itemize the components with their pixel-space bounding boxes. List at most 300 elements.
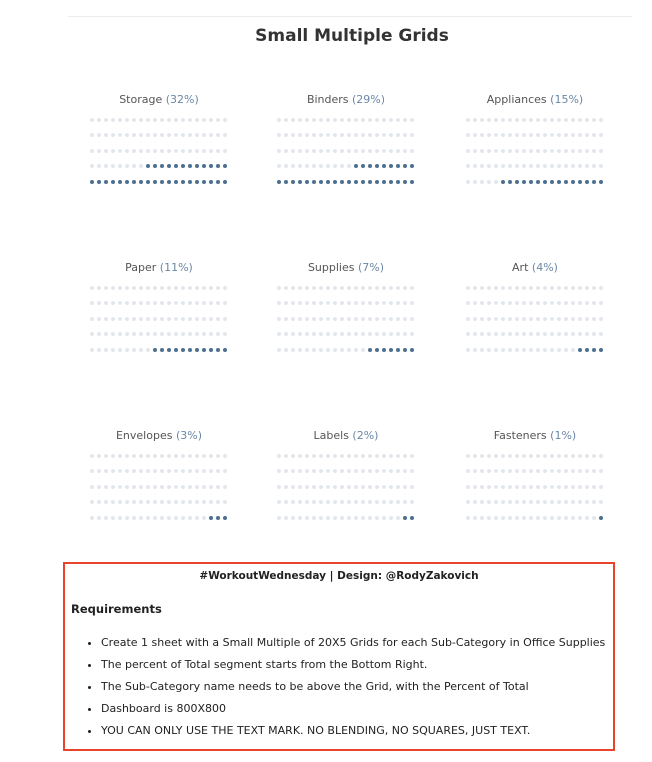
empty-dot [569,311,576,327]
empty-dot [464,159,471,175]
empty-dot [310,128,317,144]
empty-dot [186,510,193,526]
empty-dot [109,159,116,175]
empty-dot [569,342,576,358]
subcategory-name: Supplies [307,261,355,274]
filled-dot [506,174,513,190]
empty-dot [597,327,604,343]
empty-dot [513,128,520,144]
filled-dot [366,174,373,190]
filled-dot [408,342,415,358]
filled-dot [193,342,200,358]
empty-dot [359,280,366,296]
empty-dot [123,495,130,511]
empty-dot [303,464,310,480]
requirement-item: • Create 1 sheet with a Small Multiple of 20X5 Grids for each Sub-Category in Office Supplies [101,632,607,654]
empty-dot [207,143,214,159]
empty-dot [214,448,221,464]
empty-dot [151,128,158,144]
empty-dot [499,311,506,327]
empty-dot [506,342,513,358]
requirements-title: Requirements [71,602,162,616]
dot-grid [464,448,604,526]
filled-dot [172,159,179,175]
empty-dot [562,112,569,128]
empty-dot [569,464,576,480]
empty-dot [123,448,130,464]
dot-grid [88,448,228,526]
filled-dot [359,174,366,190]
empty-dot [179,464,186,480]
empty-dot [345,464,352,480]
dot-grid [464,112,604,190]
empty-dot [137,311,144,327]
empty-dot [576,464,583,480]
empty-dot [471,143,478,159]
empty-dot [513,159,520,175]
empty-dot [534,128,541,144]
empty-dot [303,479,310,495]
empty-dot [324,112,331,128]
empty-dot [478,464,485,480]
empty-dot [151,311,158,327]
empty-dot [506,448,513,464]
empty-dot [221,448,228,464]
empty-dot [506,495,513,511]
empty-dot [548,112,555,128]
empty-dot [289,143,296,159]
filled-dot [214,342,221,358]
empty-dot [200,448,207,464]
filled-dot [109,174,116,190]
empty-dot [527,510,534,526]
empty-dot [317,143,324,159]
empty-dot [387,128,394,144]
empty-dot [527,495,534,511]
empty-dot [464,342,471,358]
filled-dot [408,159,415,175]
empty-dot [380,143,387,159]
empty-dot [548,311,555,327]
empty-dot [88,327,95,343]
empty-dot [331,296,338,312]
empty-dot [317,448,324,464]
empty-dot [116,327,123,343]
empty-dot [352,311,359,327]
empty-dot [116,159,123,175]
empty-dot [179,510,186,526]
empty-dot [562,128,569,144]
filled-dot [88,174,95,190]
filled-dot [214,159,221,175]
empty-dot [352,495,359,511]
empty-dot [193,327,200,343]
dot-grid [275,280,415,358]
empty-dot [200,479,207,495]
empty-dot [130,159,137,175]
filled-dot [172,174,179,190]
empty-dot [408,495,415,511]
empty-dot [590,495,597,511]
empty-dot [548,464,555,480]
empty-dot [527,296,534,312]
empty-dot [506,296,513,312]
empty-dot [151,327,158,343]
empty-dot [408,143,415,159]
empty-dot [296,327,303,343]
empty-dot [130,342,137,358]
empty-dot [394,448,401,464]
empty-dot [282,311,289,327]
empty-dot [366,128,373,144]
empty-dot [541,143,548,159]
empty-dot [296,311,303,327]
empty-dot [576,479,583,495]
dot-grid [275,448,415,526]
empty-dot [310,280,317,296]
filled-dot [214,510,221,526]
empty-dot [478,448,485,464]
empty-dot [464,311,471,327]
filled-dot [186,159,193,175]
empty-dot [492,479,499,495]
empty-dot [130,112,137,128]
empty-dot [485,479,492,495]
empty-dot [373,327,380,343]
empty-dot [492,464,499,480]
empty-dot [408,280,415,296]
empty-dot [144,464,151,480]
filled-dot [165,174,172,190]
empty-dot [151,464,158,480]
empty-dot [179,143,186,159]
empty-dot [569,495,576,511]
empty-dot [151,479,158,495]
empty-dot [492,128,499,144]
empty-dot [471,128,478,144]
empty-dot [506,143,513,159]
filled-dot [562,174,569,190]
empty-dot [548,495,555,511]
empty-dot [123,112,130,128]
filled-dot [289,174,296,190]
empty-dot [478,327,485,343]
empty-dot [151,495,158,511]
dot-grid [275,112,415,190]
empty-dot [137,510,144,526]
empty-dot [520,495,527,511]
filled-dot [576,342,583,358]
empty-dot [200,510,207,526]
empty-dot [352,479,359,495]
empty-dot [401,296,408,312]
empty-dot [186,128,193,144]
filled-dot [345,174,352,190]
empty-dot [408,112,415,128]
empty-dot [492,174,499,190]
empty-dot [130,495,137,511]
empty-dot [548,510,555,526]
empty-dot [130,128,137,144]
empty-dot [207,479,214,495]
empty-dot [555,342,562,358]
empty-dot [576,495,583,511]
panel-label [271,93,421,107]
filled-dot [179,174,186,190]
empty-dot [123,128,130,144]
empty-dot [590,510,597,526]
empty-dot [116,448,123,464]
empty-dot [555,128,562,144]
empty-dot [275,112,282,128]
empty-dot [144,143,151,159]
empty-dot [165,495,172,511]
empty-dot [548,143,555,159]
empty-dot [471,448,478,464]
empty-dot [289,159,296,175]
empty-dot [590,143,597,159]
empty-dot [303,112,310,128]
empty-dot [137,296,144,312]
empty-dot [102,448,109,464]
empty-dot [352,143,359,159]
empty-dot [485,464,492,480]
dot-grid [464,280,604,358]
empty-dot [380,448,387,464]
empty-dot [373,143,380,159]
empty-dot [373,479,380,495]
empty-dot [373,112,380,128]
empty-dot [179,448,186,464]
empty-dot [296,479,303,495]
filled-dot [116,174,123,190]
percent-of-total: (3%) [175,429,202,442]
empty-dot [289,479,296,495]
panel-label [460,429,610,443]
empty-dot [380,311,387,327]
filled-dot [151,342,158,358]
empty-dot [394,128,401,144]
empty-dot [158,495,165,511]
empty-dot [534,448,541,464]
empty-dot [569,159,576,175]
panel-label [460,93,610,107]
empty-dot [562,159,569,175]
empty-dot [123,327,130,343]
empty-dot [172,128,179,144]
empty-dot [520,479,527,495]
empty-dot [331,143,338,159]
empty-dot [555,510,562,526]
filled-dot [275,174,282,190]
subcategory-name: Fasteners [493,429,547,442]
filled-dot [317,174,324,190]
empty-dot [499,448,506,464]
empty-dot [331,495,338,511]
empty-dot [478,143,485,159]
empty-dot [359,448,366,464]
empty-dot [345,342,352,358]
empty-dot [207,280,214,296]
empty-dot [310,112,317,128]
empty-dot [345,143,352,159]
empty-dot [464,296,471,312]
filled-dot [569,174,576,190]
empty-dot [478,311,485,327]
empty-dot [144,112,151,128]
empty-dot [387,296,394,312]
empty-dot [200,143,207,159]
empty-dot [478,296,485,312]
empty-dot [569,479,576,495]
empty-dot [569,112,576,128]
filled-dot [158,342,165,358]
empty-dot [541,311,548,327]
empty-dot [527,327,534,343]
empty-dot [172,479,179,495]
empty-dot [200,327,207,343]
empty-dot [492,510,499,526]
empty-dot [597,311,604,327]
empty-dot [520,342,527,358]
empty-dot [324,280,331,296]
empty-dot [310,342,317,358]
percent-of-total: (11%) [159,261,193,274]
empty-dot [221,311,228,327]
empty-dot [471,327,478,343]
filled-dot [186,342,193,358]
empty-dot [179,479,186,495]
filled-dot [380,174,387,190]
empty-dot [387,327,394,343]
empty-dot [562,448,569,464]
filled-dot [387,342,394,358]
requirements-list [71,632,607,742]
subcategory-name: Paper [125,261,157,274]
empty-dot [520,448,527,464]
filled-dot [200,342,207,358]
empty-dot [172,296,179,312]
empty-dot [289,327,296,343]
empty-dot [317,159,324,175]
empty-dot [144,296,151,312]
empty-dot [520,311,527,327]
empty-dot [172,112,179,128]
subcategory-name: Envelopes [115,429,173,442]
empty-dot [193,464,200,480]
empty-dot [317,280,324,296]
empty-dot [506,159,513,175]
filled-dot [137,174,144,190]
empty-dot [492,311,499,327]
empty-dot [221,296,228,312]
empty-dot [207,448,214,464]
empty-dot [520,510,527,526]
empty-dot [102,280,109,296]
empty-dot [102,510,109,526]
empty-dot [534,112,541,128]
filled-dot [151,174,158,190]
empty-dot [179,296,186,312]
empty-dot [499,327,506,343]
empty-dot [88,510,95,526]
filled-dot [310,174,317,190]
empty-dot [576,510,583,526]
empty-dot [597,464,604,480]
filled-dot [373,342,380,358]
empty-dot [95,510,102,526]
empty-dot [401,464,408,480]
empty-dot [387,143,394,159]
empty-dot [289,128,296,144]
empty-dot [95,495,102,511]
empty-dot [207,464,214,480]
empty-dot [331,479,338,495]
empty-dot [158,296,165,312]
empty-dot [95,311,102,327]
empty-dot [186,464,193,480]
empty-dot [200,112,207,128]
panel-label [84,93,234,107]
empty-dot [471,342,478,358]
empty-dot [345,280,352,296]
empty-dot [116,143,123,159]
empty-dot [123,464,130,480]
filled-dot [597,510,604,526]
empty-dot [520,112,527,128]
empty-dot [548,159,555,175]
empty-dot [102,495,109,511]
empty-dot [324,464,331,480]
panel-storage [84,93,234,190]
empty-dot [513,464,520,480]
empty-dot [116,464,123,480]
empty-dot [282,448,289,464]
empty-dot [513,280,520,296]
empty-dot [338,495,345,511]
empty-dot [485,327,492,343]
empty-dot [324,143,331,159]
empty-dot [282,280,289,296]
panel-binders [271,93,421,190]
empty-dot [310,159,317,175]
empty-dot [359,510,366,526]
empty-dot [158,311,165,327]
dot-grid [88,112,228,190]
empty-dot [506,311,513,327]
filled-dot [200,174,207,190]
empty-dot [394,296,401,312]
empty-dot [513,342,520,358]
empty-dot [499,495,506,511]
empty-dot [109,296,116,312]
empty-dot [109,112,116,128]
empty-dot [527,342,534,358]
empty-dot [373,464,380,480]
empty-dot [520,128,527,144]
empty-dot [275,296,282,312]
empty-dot [562,143,569,159]
empty-dot [373,495,380,511]
empty-dot [88,448,95,464]
empty-dot [555,159,562,175]
empty-dot [275,464,282,480]
empty-dot [331,464,338,480]
filled-dot [165,342,172,358]
empty-dot [352,342,359,358]
empty-dot [590,128,597,144]
filled-dot [130,174,137,190]
